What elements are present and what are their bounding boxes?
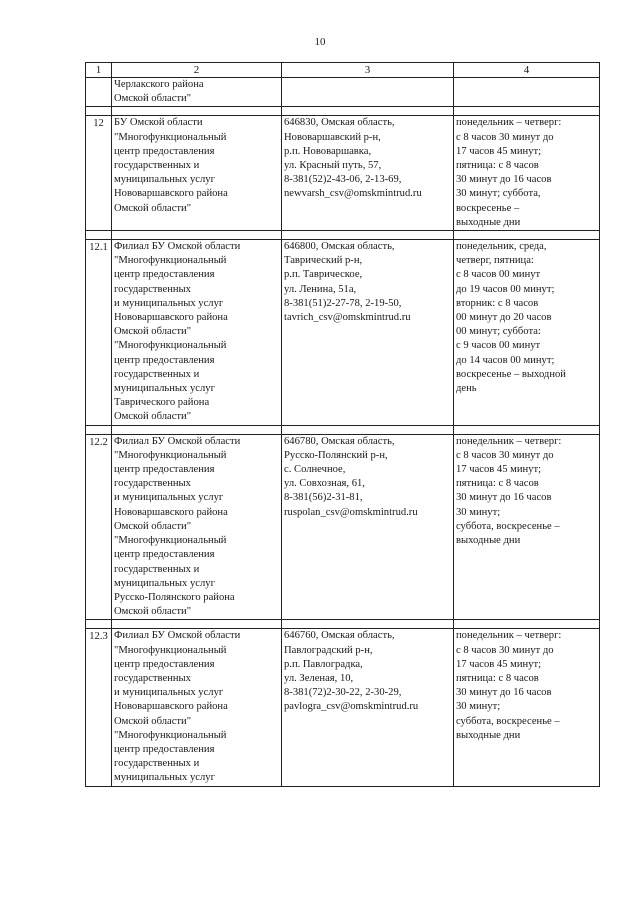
hours-cell: понедельник – четверг: с 8 часов 30 минут до 17 часов 45 минут; пятница: с 8 часов 30 минут до 16 часов 30 минут; суббота, воскресенье – выходные дни <box>454 434 600 620</box>
office-name-cell: Филиал БУ Омской области "Многофункциональный центр предоставления государственных и муниципальных услуг Нововаршавского района Омской области" "Многофункциональный центр предоставления государственных и муниципальных услуг Русско-Полянского района Омской области" <box>112 434 282 620</box>
table-row <box>86 78 600 107</box>
office-name-cell: БУ Омской области "Многофункциональный центр предоставления государственных и муниципальных услуг Нововаршавского района Омской области" <box>112 116 282 231</box>
table-row <box>86 629 600 786</box>
row-number: 12 <box>86 116 112 231</box>
office-name-cell: Филиал БУ Омской области "Многофункциональный центр предоставления государственных и муниципальных услуг Нововаршавского района Омской области" "Многофункциональный центр предоставления государственных и муниципальных услуг Таврического района Омской области" <box>112 240 282 426</box>
row-number: 12.1 <box>86 240 112 426</box>
column-header-4: 4 <box>454 63 600 78</box>
row-spacer <box>86 231 600 240</box>
mfc-offices-table <box>85 62 600 787</box>
address-cell: 646780, Омская область, Русско-Полянский р-н, с. Солнечное, ул. Совхозная, 61, 8-381(56)2-31-81, ruspolan_csv@omskmintrud.ru <box>282 434 454 620</box>
row-spacer <box>86 425 600 434</box>
row-number <box>86 78 112 107</box>
hours-cell: понедельник – четверг: с 8 часов 30 минут до 17 часов 45 минут; пятница: с 8 часов 30 минут до 16 часов 30 минут; суббота, воскресенье – выходные дни <box>454 629 600 786</box>
address-cell: 646800, Омская область, Таврический р-н, р.п. Таврическое, ул. Ленина, 51а, 8-381(51)2-27-78, 2-19-50, tavrich_csv@omskmintrud.ru <box>282 240 454 426</box>
table-row <box>86 116 600 231</box>
hours-cell: понедельник, среда, четверг, пятница: с 8 часов 00 минут до 19 часов 00 минут; вторник: с 8 часов 00 минут до 20 часов 00 минут; суббота: с 9 часов 00 минут до 14 часов 00 минут; воскресенье – выходной день <box>454 240 600 426</box>
table-row <box>86 240 600 426</box>
hours-cell: понедельник – четверг: с 8 часов 30 минут до 17 часов 45 минут; пятница: с 8 часов 30 минут до 16 часов 30 минут; суббота, воскресенье – выходные дни <box>454 116 600 231</box>
hours-cell <box>454 78 600 107</box>
address-cell: 646830, Омская область, Нововаршавский р-н, р.п. Нововаршавка, ул. Красный путь, 57, 8-381(52)2-43-06, 2-13-69, newvarsh_csv@omskmintrud.ru <box>282 116 454 231</box>
row-spacer <box>86 620 600 629</box>
column-header-2: 2 <box>112 63 282 78</box>
address-cell: 646760, Омская область, Павлоградский р-н, р.п. Павлоградка, ул. Зеленая, 10, 8-381(72)2-30-22, 2-30-29, pavlogra_csv@omskmintrud.ru <box>282 629 454 786</box>
address-cell <box>282 78 454 107</box>
office-name-cell: Филиал БУ Омской области "Многофункциональный центр предоставления государственных и муниципальных услуг Нововаршавского района Омской области" "Многофункциональный центр предоставления государственных и муниципальных услуг <box>112 629 282 786</box>
row-spacer <box>86 107 600 116</box>
page-number: 10 <box>314 36 326 48</box>
table-row <box>86 434 600 620</box>
row-number: 12.2 <box>86 434 112 620</box>
column-header-3: 3 <box>282 63 454 78</box>
row-number: 12.3 <box>86 629 112 786</box>
table-header-row <box>86 63 600 78</box>
column-header-1: 1 <box>86 63 112 78</box>
office-name-cell: Черлакского района Омской области" <box>112 78 282 107</box>
